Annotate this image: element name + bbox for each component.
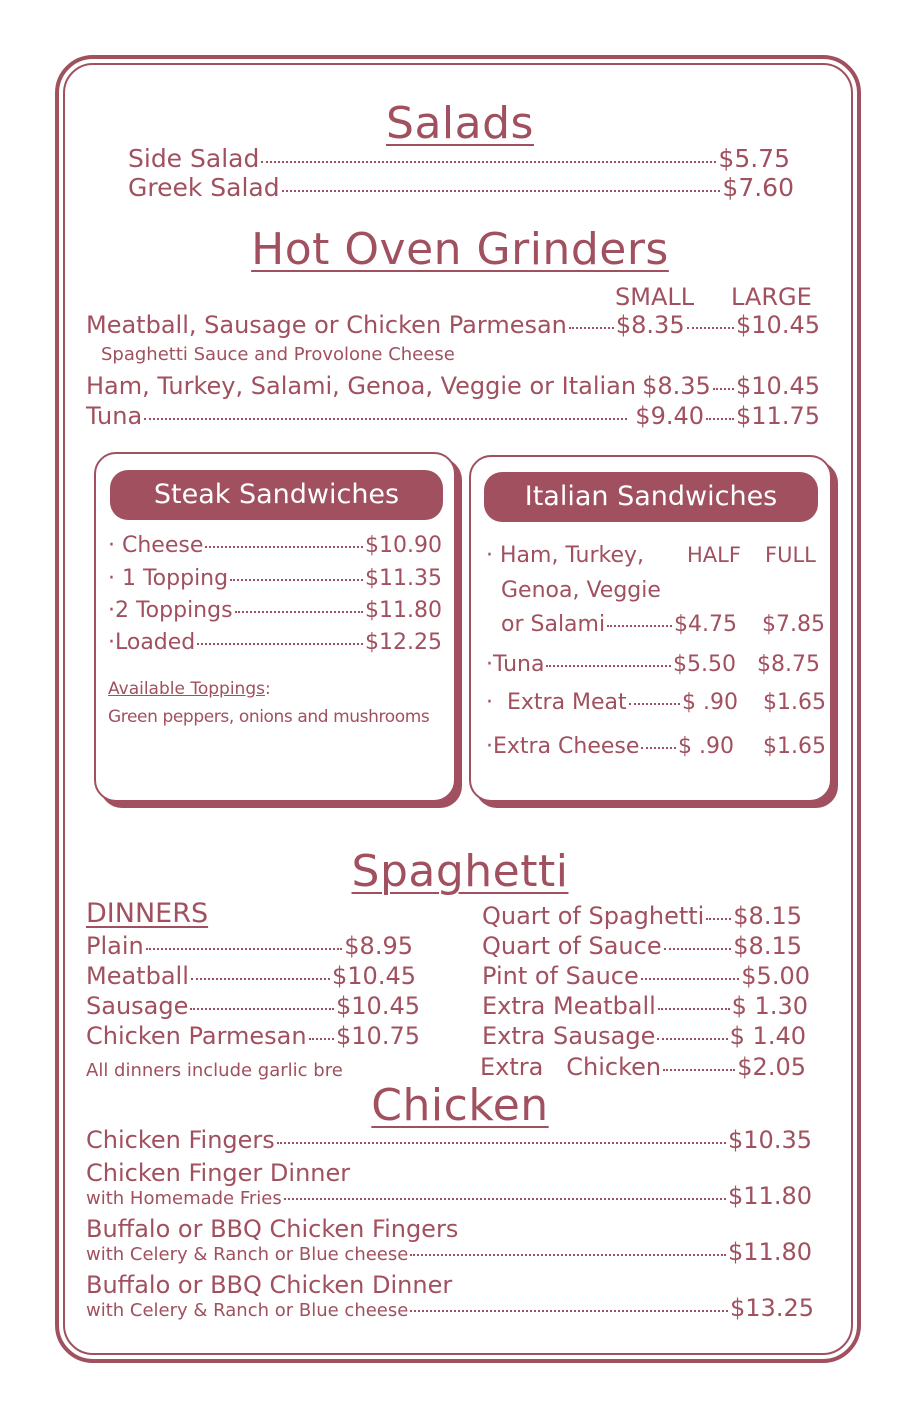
extra-price: $2.05 (737, 1053, 806, 1081)
italian-item (486, 690, 738, 715)
salads-title: Salads (386, 98, 534, 149)
chicken-price: $13.25 (730, 1294, 814, 1322)
italian-full-header: FULL (765, 543, 816, 567)
grinder-large-price: $10.45 (736, 311, 820, 339)
spaghetti-extra-item (482, 962, 810, 990)
italian-item (486, 652, 736, 677)
extra-price: $8.15 (733, 902, 802, 930)
spaghetti-extra-item (482, 992, 808, 1020)
dinners-label: DINNERS (86, 898, 209, 929)
extra-name: Extra Sausage (482, 1022, 656, 1050)
steak-name: ·2 Toppings (108, 598, 233, 623)
grinder-small-price: $8.35 (615, 311, 685, 339)
steak-price: $10.90 (365, 533, 442, 558)
steak-name: · 1 Topping (108, 566, 229, 591)
chicken-name: Buffalo or BBQ Chicken Dinner (86, 1271, 453, 1299)
toppings-label-text: Available Toppings (108, 679, 265, 699)
spaghetti-title: Spaghetti (351, 846, 569, 897)
steak-item (108, 598, 442, 623)
italian-full-price: $1.65 (763, 690, 826, 715)
italian-name: ·Extra Cheese (486, 734, 640, 759)
chicken-name: Chicken Fingers (86, 1126, 275, 1154)
chicken-price: $11.80 (728, 1182, 812, 1210)
extra-name: Pint of Sauce (482, 962, 639, 990)
grinder-name: Tuna (86, 402, 143, 430)
grinder-large-price: $10.45 (736, 372, 820, 400)
toppings-label (108, 679, 271, 699)
steak-price: $12.25 (365, 630, 442, 655)
grinders-large-header: LARGE (731, 283, 812, 311)
toppings-colon: : (264, 679, 271, 699)
steak-item (108, 630, 442, 655)
chicken-item (86, 1238, 812, 1266)
chicken-name: Chicken Finger Dinner (86, 1159, 351, 1187)
chicken-sub: with Homemade Fries (86, 1188, 282, 1209)
extra-name: Quart of Sauce (482, 932, 662, 960)
grinder-large-price: $11.75 (736, 402, 820, 430)
italian-full-price: $1.65 (763, 734, 826, 759)
salad-price: $5.75 (718, 144, 790, 173)
italian-name: or Salami (501, 612, 606, 637)
chicken-sub: with Celery & Ranch or Blue cheese (86, 1300, 409, 1321)
grinder-small-price: $8.35 (642, 372, 711, 400)
italian-half-header: HALF (687, 543, 741, 567)
chicken-price: $11.80 (728, 1238, 812, 1266)
chicken-sub: with Celery & Ranch or Blue cheese (86, 1244, 409, 1265)
steak-price: $11.35 (365, 566, 442, 591)
grinder-name: Ham, Turkey, Salami, Genoa, Veggie or Italian (86, 372, 637, 400)
dinner-price: $10.75 (336, 1022, 420, 1050)
grinder-item (86, 402, 820, 430)
italian-item-line: Genoa, Veggie (501, 578, 661, 603)
chicken-item (86, 1182, 812, 1210)
spaghetti-extra-item (482, 1022, 806, 1050)
steak-name: ·Loaded (108, 630, 196, 655)
grinder-item (86, 372, 820, 400)
grinder-name: Meatball, Sausage or Chicken Parmesan (86, 311, 567, 339)
extra-name: Extra Chicken (480, 1053, 662, 1081)
dinner-name: Meatball (86, 962, 189, 990)
extra-price: $ 1.40 (729, 1022, 806, 1050)
dinner-item (86, 932, 413, 960)
italian-full-price: $7.85 (762, 612, 825, 637)
dinner-name: Plain (86, 932, 144, 960)
salad-name: Side Salad (128, 144, 260, 173)
salad-price: $7.60 (722, 173, 794, 202)
salad-name: Greek Salad (128, 173, 280, 202)
grinder-note: Spaghetti Sauce and Provolone Cheese (101, 344, 455, 365)
chicken-name: Buffalo or BBQ Chicken Fingers (86, 1215, 459, 1243)
dinner-price: $8.95 (344, 932, 413, 960)
italian-item (501, 612, 737, 637)
steak-sandwiches-title: Steak Sandwiches (110, 470, 443, 520)
spaghetti-extra-item (482, 902, 802, 930)
chicken-item (86, 1294, 814, 1322)
italian-item-line: · Ham, Turkey, (486, 543, 645, 568)
dinner-item (86, 992, 420, 1020)
dinner-item (86, 1022, 420, 1050)
grinder-item (86, 311, 820, 339)
salad-item (128, 173, 794, 202)
grinder-small-price: $9.40 (635, 402, 705, 430)
steak-price: $11.80 (365, 598, 442, 623)
italian-full-price: $8.75 (757, 652, 820, 677)
dinner-item (86, 962, 416, 990)
spaghetti-extra-item (482, 932, 802, 960)
chicken-item (86, 1126, 812, 1154)
extra-price: $8.15 (733, 932, 802, 960)
dinners-note: All dinners include garlic bre (86, 1060, 343, 1081)
dinner-price: $10.45 (332, 962, 416, 990)
steak-name: · Cheese (108, 533, 204, 558)
dinner-price: $10.45 (336, 992, 420, 1020)
steak-item (108, 566, 442, 591)
grinders-title: Hot Oven Grinders (251, 224, 669, 275)
extra-price: $5.00 (741, 962, 810, 990)
italian-half-price: $4.75 (674, 612, 737, 637)
extra-name: Extra Meatball (482, 992, 656, 1020)
extra-name: Quart of Spaghetti (482, 902, 705, 930)
chicken-price: $10.35 (728, 1126, 812, 1154)
spaghetti-extra-item (480, 1053, 806, 1081)
chicken-title: Chicken (371, 1080, 549, 1131)
italian-name: · Extra Meat (486, 690, 627, 715)
italian-half-price: $5.50 (673, 652, 736, 677)
extra-price: $ 1.30 (731, 992, 808, 1020)
italian-half-price: $ .90 (682, 690, 738, 715)
grinders-small-header: SMALL (615, 283, 695, 311)
salad-item (128, 144, 790, 173)
italian-name: ·Tuna (486, 652, 545, 677)
toppings-list: Green peppers, onions and mushrooms (108, 707, 430, 727)
italian-item (486, 734, 734, 759)
dinner-name: Sausage (86, 992, 189, 1020)
italian-sandwiches-title: Italian Sandwiches (484, 472, 818, 522)
italian-half-price: $ .90 (678, 734, 734, 759)
steak-item (108, 533, 442, 558)
dinner-name: Chicken Parmesan (86, 1022, 307, 1050)
